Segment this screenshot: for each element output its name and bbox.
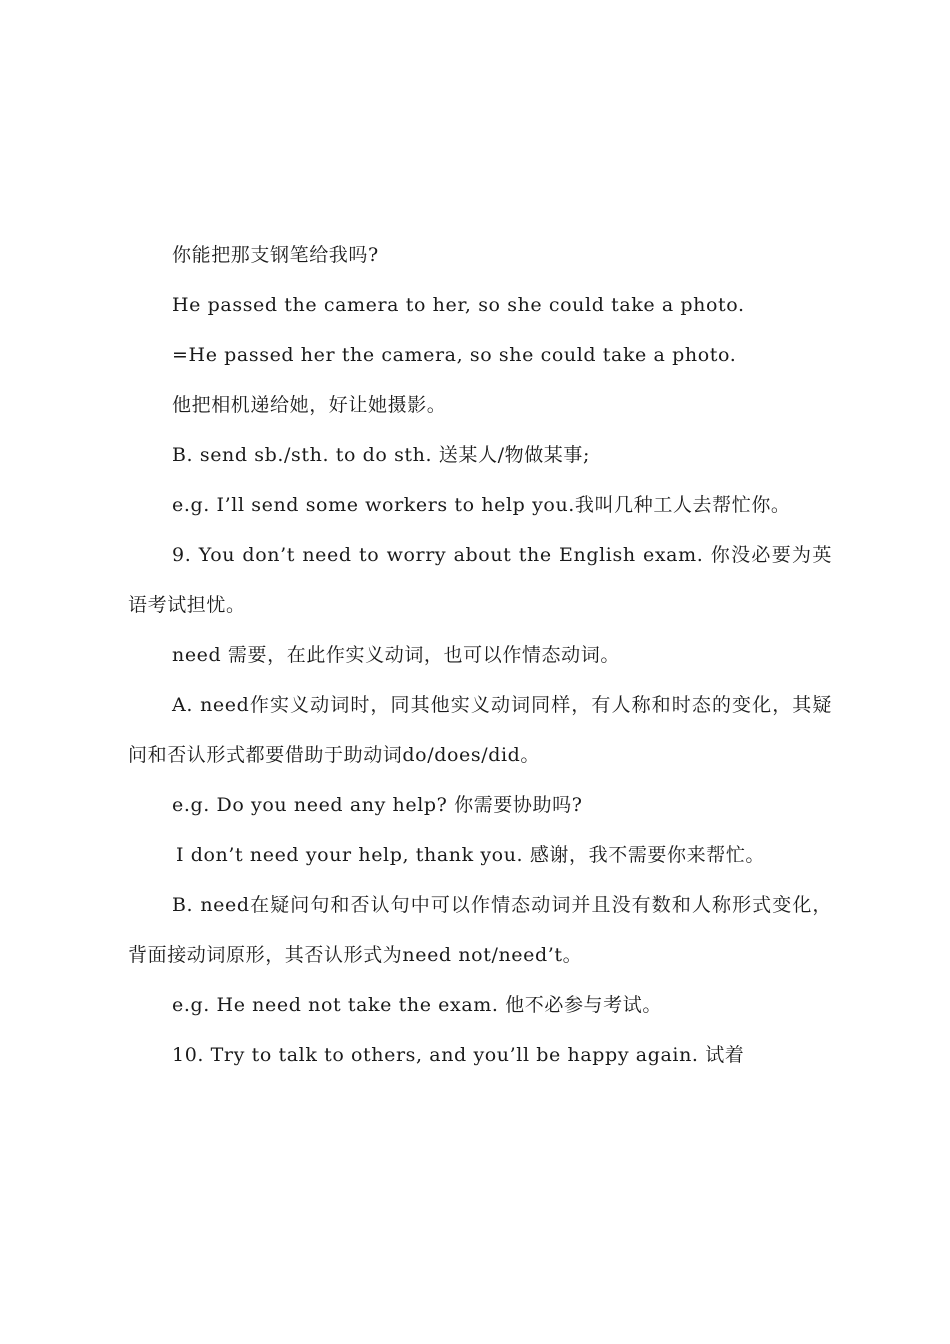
paragraph-passed-camera-alt: =He passed her the camera, so she could take a photo. <box>172 344 737 366</box>
document-body <box>128 230 832 1080</box>
paragraph-item-10: 10. Try to talk to others, and you’ll be happy again. 试着 <box>172 1044 745 1066</box>
paragraph-need-example-a1: e.g. Do you need any help? 你需要协助吗? <box>172 794 583 816</box>
paragraph-need-rule-a: A. need作实义动词时，同其他实义动词同样，有人称和时态的变化，其疑问和否认形式都要借助于助动词do/does/did。 <box>128 694 832 766</box>
paragraph-need-rule-b: B. need在疑问句和否认句中可以作情态动词并且没有数和人称形式变化，背面接动词原形，其否认形式为need not/need’t。 <box>128 894 832 966</box>
paragraph-need-example-b: e.g. He need not take the exam. 他不必参与考试。 <box>172 994 662 1016</box>
paragraph-item-9: 9. You don’t need to worry about the English exam. 你没必要为英语考试担忧。 <box>128 544 832 616</box>
paragraph-send-example: e.g. I’ll send some workers to help you.我叫几种工人去帮忙你。 <box>172 494 791 516</box>
paragraph-pen-question: 你能把那支钢笔给我吗? <box>172 244 379 266</box>
paragraph-need-example-a2: I don’t need your help, thank you. 感谢，我不需要你来帮忙。 <box>176 844 766 866</box>
paragraph-camera-translation: 他把相机递给她，好让她摄影。 <box>172 394 447 416</box>
paragraph-send-rule: B. send sb./sth. to do sth. 送某人/物做某事; <box>172 444 590 466</box>
paragraph-passed-camera-example: He passed the camera to her, so she could take a photo. <box>172 294 745 316</box>
paragraph-need-definition: need 需要，在此作实义动词，也可以作情态动词。 <box>172 644 620 666</box>
